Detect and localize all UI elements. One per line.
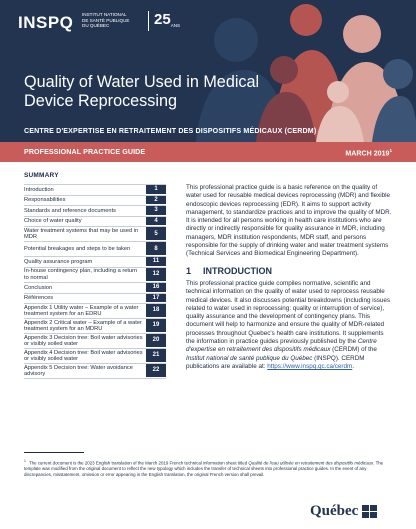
summary-item-page: 16 — [146, 283, 166, 293]
summary-item-label: Conclusion — [24, 284, 53, 291]
people-silhouettes-illustration — [166, 0, 416, 142]
summary-list — [24, 184, 166, 379]
summary-item-label: Potential breakages and steps to be taken — [24, 246, 131, 253]
inspq-logo: INSPQ — [18, 13, 74, 32]
summary-item-label: Water treatment systems that may be used in MDR — [24, 227, 139, 241]
summary-item[interactable] — [24, 205, 166, 216]
footnote: $^1$ The current document is the 2023 English translation of the March 2019 French technical information sheet titled Qualité de l'eau utilisée en retraitement des dispositifs médicaux. The template was modified from the original document to reflect the new typology which includes the transfer of technical sheets into professional practice guides. In the event of any discrepancies, misstatement, omission or error appearing in the English translation, the original French version shall prevail. — [24, 459, 384, 477]
summary-item-label: Introduction — [24, 186, 54, 193]
fleur-de-lys-flag-icon — [362, 505, 377, 518]
summary-item[interactable] — [24, 282, 166, 293]
summary-item-page: 11 — [146, 257, 166, 267]
summary-item-label: Responsabilities — [24, 197, 66, 204]
summary-heading: SUMMARY — [24, 172, 59, 179]
summary-item-page: 4 — [146, 217, 166, 227]
summary-item-page: 1 — [146, 185, 166, 195]
summary-item-label: Choice of water quality — [24, 218, 82, 225]
quebec-logo: Québec — [310, 503, 377, 520]
cerdm-link[interactable]: https://www.inspq.qc.ca/cerdm — [267, 362, 353, 370]
section-title: INTRODUCTION — [203, 265, 273, 276]
summary-item-page: 8 — [146, 242, 166, 256]
header-banner — [0, 0, 416, 142]
summary-item-label: In-house contingency plan, including a return to normal — [24, 268, 138, 281]
summary-item-page: 18 — [146, 304, 166, 318]
summary-item[interactable] — [24, 293, 166, 304]
logo-separator — [148, 11, 149, 31]
summary-item-label: Quality assurance program — [24, 258, 93, 265]
summary-item-page: 17 — [146, 294, 166, 304]
summary-item[interactable] — [24, 348, 166, 363]
summary-item[interactable] — [24, 241, 166, 256]
summary-item[interactable] — [24, 226, 166, 241]
summary-item[interactable] — [24, 216, 166, 227]
summary-item-label: Appendix 2 Critical water – Example of a water treatment system for an MDRU — [24, 319, 142, 333]
summary-item-page: 2 — [146, 196, 166, 206]
footnote-rule — [24, 452, 84, 453]
document-title: Quality of Water Used in Medical Device Reprocessing — [24, 73, 260, 110]
summary-item[interactable] — [24, 363, 166, 378]
summary-item-label: Appendix 4 Decision tree: Boil water advisories or visibly soiled water — [24, 349, 143, 363]
section-heading — [186, 267, 394, 275]
summary-item-label: Références — [24, 295, 54, 302]
summary-item-page: 12 — [146, 268, 166, 282]
summary-item-page: 21 — [146, 349, 166, 363]
anniversary-badge: 25ANS — [154, 11, 180, 28]
summary-item-label: Appendix 3 Decision tree: Boil water advisories or visibly soiled water — [24, 334, 143, 348]
publication-date: MARCH 2019$^1$ — [345, 148, 392, 158]
expertise-center-name: CENTRE D'EXPERTISE EN RETRAITEMENT DES DISPOSITIFS MÉDICAUX (CERDM) — [24, 127, 317, 135]
summary-item[interactable] — [24, 256, 166, 267]
section-number: 1 — [186, 265, 192, 276]
summary-item[interactable] — [24, 333, 166, 348]
summary-item[interactable] — [24, 195, 166, 206]
section-paragraph: This professional practice guide compiles normative, scientific and technical information on the quality of water used to reprocess reusable medical devices. It also discusses potential breakdowns (including issues related to water used in reprocessing: quality or interruption of service), quality assurance and the development of contingency plans. This document will help to harmonize and ensure the quality of MDR-related processes throughout Quebec's health care institutions. It supplements the information in practice guides previously published by the Centre d'expertise en retraitement des dispositifs médicaux (CERDM) of the Institut national de santé publique du Québec (INSPQ). CERDM publications are available at: https://www.inspq.qc.ca/cerdm. — [186, 279, 391, 370]
intro-paragraph: This professional practice guide is a basic reference on the quality of water used for reusable medical devices reprocessing (MDR) and flexible endoscopic devices reprocessing (EDR). It aims to support activity management, to standardize practices and to improve the quality of MDR. It is intended for all persons working in health care institutions who are directly or indirectly responsible for quality assurance in MDR, including managers, MDR institution respondents, MDR staff, and persons responsible for the supply of drinking water and water treatment systems (Technical Services and Biomedical Engineering Department). — [186, 184, 392, 258]
summary-item-page: 22 — [146, 364, 166, 378]
summary-item[interactable] — [24, 303, 166, 318]
summary-item-page: 5 — [146, 227, 166, 241]
summary-item-page: 19 — [146, 319, 166, 333]
guide-type: PROFESSIONAL PRACTICE GUIDE — [24, 148, 146, 156]
guide-band — [0, 142, 416, 162]
summary-item[interactable] — [24, 184, 166, 195]
summary-item[interactable] — [24, 267, 166, 282]
institute-name: INSTITUT NATIONAL DE SANTÉ PUBLIQUE DU QUÉBEC — [82, 12, 130, 29]
summary-item-page: 3 — [146, 206, 166, 216]
body-column — [186, 184, 394, 371]
summary-item-page: 20 — [146, 334, 166, 348]
summary-toc — [24, 172, 166, 379]
summary-item[interactable] — [24, 318, 166, 333]
summary-item-label: Appendix 5 Decision tree: Water avoidance advisory — [24, 364, 133, 378]
summary-item-label: Standards and reference documents — [24, 207, 117, 214]
summary-item-label: Appendix 1 Utility water – Example of a water treatment system for an EDRU — [24, 304, 139, 318]
